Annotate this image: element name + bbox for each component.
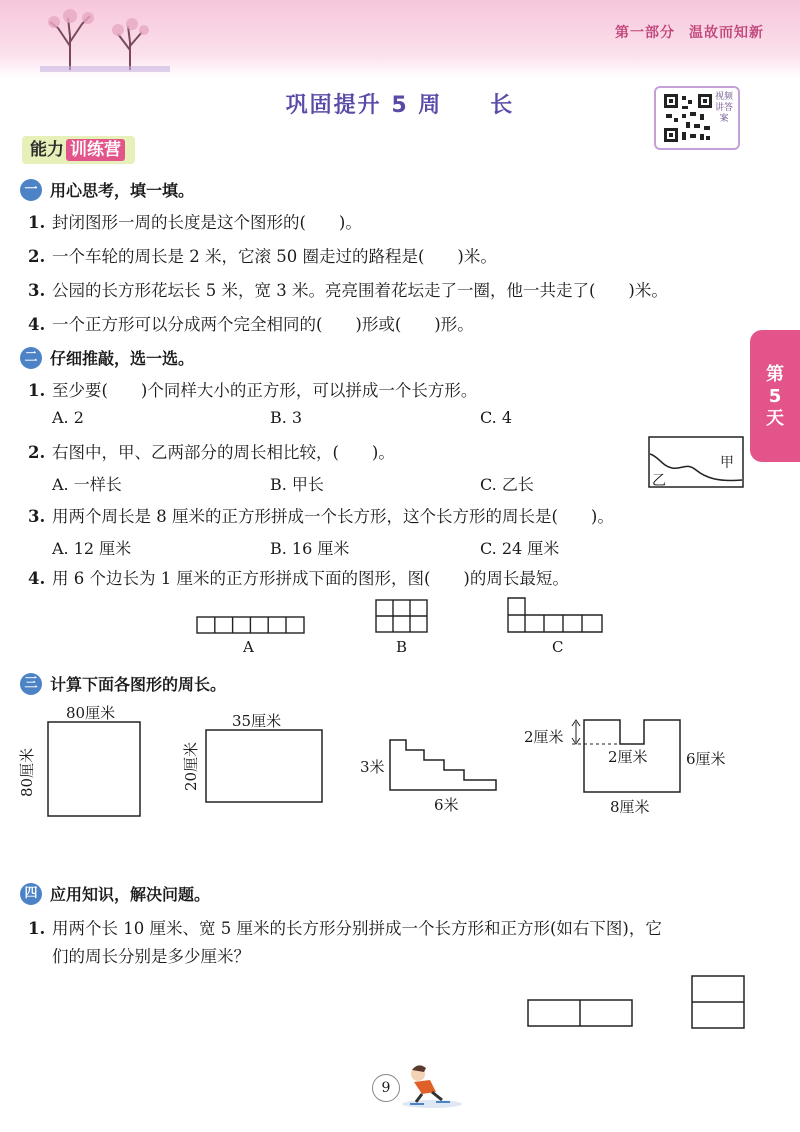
shape-c-label: C	[552, 638, 564, 656]
notch-width-label: 2厘米	[608, 748, 648, 766]
two-rectangles-square	[690, 974, 746, 1030]
question-number: 3.	[28, 507, 46, 526]
shape-b-label: B	[396, 638, 408, 656]
question-text: 一个车轮的周长是 2 米，它滚 50 圈走过的路程是( )米。	[52, 247, 497, 266]
notch-depth-label: 2厘米	[524, 728, 564, 746]
section-1-heading	[20, 178, 194, 201]
notched-bottom-label: 8厘米	[610, 798, 650, 816]
s2-question-2	[28, 442, 395, 464]
day-tab-line2: 5	[768, 386, 782, 407]
section-3-number: 三	[20, 673, 42, 695]
s4-question-1	[28, 918, 662, 940]
page-title: 巩固提升 5 周 长	[285, 93, 515, 118]
s2-question-1	[28, 380, 477, 402]
s2-question-3	[28, 506, 614, 528]
shape-a-label: A	[243, 638, 254, 656]
square-side-label: 80厘米	[18, 747, 37, 798]
question-text: 至少要( )个同样大小的正方形，可以拼成一个长方形。	[52, 381, 478, 400]
s1-question-3	[28, 280, 668, 302]
staircase-figure	[388, 738, 500, 794]
question-text: 用两个周长是 8 厘米的正方形拼成一个长方形，这个长方形的周长是( )。	[52, 507, 614, 526]
day-tab-line1: 第	[766, 364, 784, 385]
staircase-side-label: 3米	[360, 758, 385, 776]
s4-question-1-cont: 们的周长分别是多少厘米？	[52, 947, 250, 966]
question-number: 3.	[28, 281, 46, 300]
question-number: 2.	[28, 247, 46, 266]
header-section-label	[615, 22, 764, 42]
section-1-number: 一	[20, 179, 42, 201]
s1-question-4	[28, 314, 474, 336]
square-top-label: 80厘米	[66, 704, 116, 722]
qr-code-icon	[662, 92, 714, 144]
s2-q2-option-b[interactable]: B. 甲长	[270, 475, 324, 494]
question-number: 4.	[28, 315, 46, 334]
day-tab-line3: 天	[766, 408, 784, 429]
section-1-label: 用心思考，填一填。	[50, 181, 195, 200]
s2-q1-option-c[interactable]: C. 4	[480, 408, 513, 427]
question-text: 右图中，甲、乙两部分的周长相比较，( )。	[52, 443, 395, 462]
s2-q2-option-c[interactable]: C. 乙长	[480, 475, 534, 494]
badge-text-b: 训练营	[66, 139, 125, 161]
square-figure	[46, 720, 142, 818]
s2-q3-option-a[interactable]: A. 12 厘米	[52, 539, 132, 558]
question-number: 2.	[28, 443, 46, 462]
two-rectangles-row	[526, 998, 634, 1028]
s2-q1-option-a[interactable]: A. 2	[52, 408, 84, 427]
section-4-heading	[20, 882, 210, 905]
rectangle-figure	[204, 728, 324, 804]
staircase-bottom-label: 6米	[434, 796, 459, 814]
shape-c	[506, 596, 604, 636]
question-number: 1.	[28, 381, 46, 400]
question-number: 4.	[28, 569, 46, 588]
section-3-heading	[20, 672, 226, 695]
question-text: 用 6 个边长为 1 厘米的正方形拼成下面的图形，图( )的周长最短。	[52, 569, 569, 588]
skater-mascot-icon	[396, 1062, 466, 1110]
header-part: 第一部分	[615, 25, 675, 41]
notched-side-label: 6厘米	[686, 750, 726, 768]
s2-q3-option-b[interactable]: B. 16 厘米	[270, 539, 350, 558]
badge-text-a: 能力	[30, 140, 64, 160]
tree-decoration-icon	[40, 6, 170, 72]
day-tab	[750, 330, 800, 462]
question-number: 1.	[28, 213, 46, 232]
section-2-number: 二	[20, 347, 42, 369]
question-number: 1.	[28, 919, 46, 938]
s2-q2-option-a[interactable]: A. 一样长	[52, 475, 122, 494]
s2-question-4	[28, 568, 569, 590]
question-text: 一个正方形可以分成两个完全相同的( )形或( )形。	[52, 315, 474, 334]
section-2-heading	[20, 346, 194, 369]
s2-q3-option-c[interactable]: C. 24 厘米	[480, 539, 560, 558]
question-text-line1: 用两个长 10 厘米、宽 5 厘米的长方形分别拼成一个长方形和正方形(如右下图)，它	[52, 919, 662, 938]
header-theme: 温故而知新	[689, 25, 764, 41]
question-text: 公园的长方形花坛长 5 米，宽 3 米。亮亮围着花坛走了一圈，他一共走了( )米。	[52, 281, 668, 300]
shape-a	[196, 615, 306, 635]
s1-question-1	[28, 212, 362, 234]
section-2-label: 仔细推敲，选一选。	[50, 349, 195, 368]
section-4-label: 应用知识，解决问题。	[50, 885, 211, 904]
rectangle-side-label: 20厘米	[182, 741, 201, 792]
rectangle-top-label: 35厘米	[232, 712, 282, 730]
section-badge	[22, 136, 135, 164]
region-jia-label: 甲	[720, 455, 734, 471]
qr-code-box[interactable]	[654, 86, 740, 150]
region-yi-label: 乙	[652, 473, 666, 489]
qr-caption: 视频讲答案	[714, 92, 733, 124]
s2-q1-option-b[interactable]: B. 3	[270, 408, 303, 427]
shape-b	[374, 598, 430, 636]
page-number: 9	[372, 1074, 400, 1102]
section-4-number: 四	[20, 883, 42, 905]
s1-question-2	[28, 246, 497, 268]
question-text: 封闭图形一周的长度是这个图形的( )。	[52, 213, 362, 232]
section-3-label: 计算下面各图形的周长。	[50, 675, 227, 694]
